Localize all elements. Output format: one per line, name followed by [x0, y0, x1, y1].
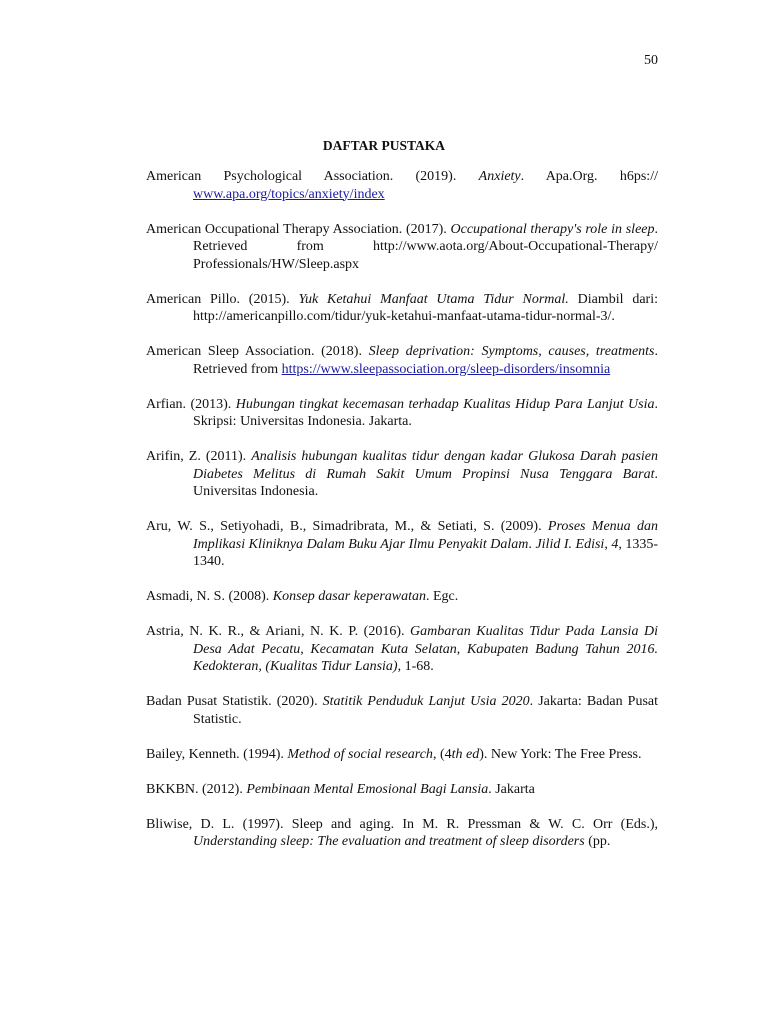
reference-bps-2020: Badan Pusat Statistik. (2020). Statitik Penduduk Lanjut Usia 2020. Jakarta: Badan Pusat Statistic.	[146, 694, 659, 727]
page-number: 50	[644, 53, 658, 68]
page-title: DAFTAR PUSTAKA	[322, 138, 446, 153]
reference-asmadi-2008: Asmadi, N. S. (2008). Konsep dasar keperawatan. Egc.	[146, 589, 459, 604]
reference-arifin-2011: Arifin, Z. (2011). Analisis hubungan kualitas tidur dengan kadar Glukosa Darah pasien Diabetes Melitus di Rumah Sakit Umum Propinsi Nusa Tenggara Barat. Universitas Indonesia.	[146, 449, 658, 499]
reference-arfian-2013: Arfian. (2013). Hubungan tingkat kecemasan terhadap Kualitas Hidup Para Lanjut Usia. Skripsi: Universitas Indonesia. Jakarta.	[146, 396, 658, 429]
apa-anxiety-link[interactable]: www.apa.org/topics/anxiety/index	[193, 186, 385, 202]
reference-apa-2019: American Psychological Association. (2019). Anxiety. Apa.Org. h6ps:// www.apa.org/topics/anxiety/index	[146, 169, 658, 202]
reference-bailey-1994: Bailey, Kenneth. (1994). Method of social research, (4th ed). New York: The Free Press.	[146, 746, 642, 762]
reference-bkkbn-2012: BKKBN. (2012). Pembinaan Mental Emosional Bagi Lansia. Jakarta	[146, 781, 535, 797]
sleep-association-link[interactable]: https://www.sleepassociation.org/sleep-disorders/insomnia	[281, 361, 611, 377]
reference-aru-2009: Aru, W. S., Setiyohadi, B., Simadribrata, M., & Setiati, S. (2009). Proses Menua dan Implikasi Kliniknya Dalam Buku Ajar Ilmu Penyakit Dalam. Jilid I. Edisi, 4, 1335-1340.	[146, 519, 659, 569]
reference-american-pillo-2015: American Pillo. (2015). Yuk Ketahui Manfaat Utama Tidur Normal. Diambil dari: http://americanpillo.com/tidur/yuk-ketahui-manfaat-utama-tidur-normal-3/.	[146, 291, 658, 324]
reference-astria-2016: Astria, N. K. R., & Ariani, N. K. P. (2016). Gambaran Kualitas Tidur Pada Lansia Di Desa Adat Pecatu, Kecamatan Kuta Selatan, Kabupaten Badung Tahun 2016. Kedokteran, (Kualitas Tidur Lansia), 1-68.	[146, 624, 659, 674]
reference-asa-2018: American Sleep Association. (2018). Sleep deprivation: Symptoms, causes, treatments. Retrieved from https://www.sleepassociation.org/sleep-disorders/insomnia	[146, 344, 658, 377]
reference-list	[146, 168, 658, 851]
reference-aota-2017: American Occupational Therapy Association. (2017). Occupational therapy's role in sleep. Retrieved from http://www.aota.org/About-Occupational-Therapy/ Professionals/HW/Sleep.aspx	[146, 221, 658, 272]
reference-bliwise-1997: Bliwise, D. L. (1997). Sleep and aging. In M. R. Pressman & W. C. Orr (Eds.), Understanding sleep: The evaluation and treatment of sleep disorders (pp.	[146, 816, 658, 849]
